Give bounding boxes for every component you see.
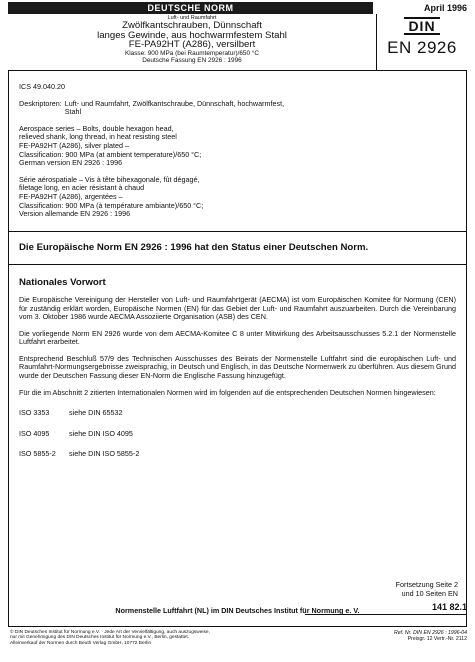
divider <box>9 231 466 232</box>
top-bar <box>8 2 467 14</box>
title-version: Deutsche Fassung EN 2926 : 1996 <box>142 56 242 64</box>
title-line-1: Zwölfkantschrauben, Dünnschaft <box>122 20 262 31</box>
french-title-line: Classification: 900 MPa (à température ambiante)/650 °C; <box>19 200 204 210</box>
descriptors-label: Deskriptoren: <box>19 98 62 108</box>
issue-date: April 1996 <box>423 3 467 13</box>
title-block <box>8 14 376 70</box>
title-classification: Klasse: 900 MPa (bei Raumtemperatur)/650 °C <box>125 49 259 57</box>
title-category: Luft- und Raumfahrt <box>167 15 217 21</box>
din-logo: DIN <box>404 17 439 35</box>
norm-type-banner: DEUTSCHE NORM <box>8 2 373 14</box>
foreword-paragraph: Entsprechend Beschluß 57/9 des Technischen Ausschusses des Beirats der Normenstelle Luftfahrt sind die europäischen Luft- und Raumfahrt-Normungsergebnisse zweisprachig, in Deutsch und Englisch, in das Deutsche Normenwerk zu überführen. Aus diesem Grund wurde der Deutschen Fassung dieser EN-Norm die Englische Fassung hinzugefügt. <box>19 353 456 381</box>
continuation-line: und 10 Seiten EN <box>401 588 458 598</box>
continuation-line: Fortsetzung Seite 2 <box>395 580 458 589</box>
price-underline <box>305 614 467 615</box>
foreword-paragraph: Für die im Abschnitt 2 zitierten Internationalen Normen wird im folgenden auf die entsprechenden Deutschen Normen hingewiesen: <box>19 387 436 397</box>
french-title-line: filetage long, en acier résistant à chaud <box>19 183 145 193</box>
english-title <box>19 125 456 168</box>
reference-list <box>19 409 456 459</box>
iso-number: ISO 4095 <box>19 428 50 438</box>
reference-number-block <box>317 627 467 660</box>
copyright-block <box>8 627 317 660</box>
price-group: Preisgr. 12 Vertr.-Nr. 2112 <box>407 636 467 642</box>
english-title-line: relieved shank, long thread, in heat resisting steel <box>19 132 177 142</box>
document-header <box>8 14 467 71</box>
standards-body-footer: Normenstelle Luftfahrt (NL) im DIN Deutsches Institut für Normung e. V. <box>115 606 360 615</box>
title-line-3: FE-PA92HT (A286), versilbert <box>128 39 256 50</box>
status-statement: Die Europäische Norm EN 2926 : 1996 hat den Status einer Deutschen Norm. <box>19 241 369 253</box>
divider <box>9 264 466 265</box>
english-title-line: Aerospace series – Bolts, double hexagon head, <box>19 123 174 133</box>
foreword-title: Nationales Vorwort <box>19 277 106 289</box>
price-code: 141 82.1 <box>431 602 467 612</box>
din-equivalent: siehe DIN ISO 5855-2 <box>69 449 140 459</box>
english-title-line: FE-PA92HT (A286), silver plated – <box>19 140 129 150</box>
copyright-line: © DIN Deutsches Institut für Normung e.V. · Jede Art der Vervielfältigung, auch auszugsweise, <box>10 630 210 635</box>
english-title-line: Classification: 900 MPa (at ambient temperature)/650 °C; <box>19 149 202 159</box>
din-equivalent: siehe DIN 65532 <box>69 408 123 418</box>
foreword-body <box>19 296 456 397</box>
iso-number: ISO 3353 <box>19 408 50 418</box>
french-title-line: FE-PA92HT (A286), argentées – <box>19 191 123 201</box>
descriptors-line: Luft- und Raumfahrt, Zwölfkantschraube, Dünnschaft, hochwarmfest, <box>64 98 285 108</box>
document-page <box>0 2 475 662</box>
french-title <box>19 176 456 219</box>
english-title-line: German version EN 2926 : 1996 <box>19 158 123 168</box>
descriptors-text <box>65 100 284 117</box>
continuation-note <box>396 581 458 598</box>
descriptors <box>19 100 456 117</box>
foreword-paragraph: Die Europäische Vereinigung der Hersteller von Luft- und Raumfahrtgerät (AECMA) ist vom Europäischen Komitee für Normung (CEN) für zuständig erklärt worden, Europäische Normen (EN) für das Gebiet der Luft- und Raumfahrt auszuarbeiten. Durch die Vereinbarung vom 3. Oktober 1986 wurde AECMA Assoziierte Organisation (ASB) des CEN. <box>19 294 456 322</box>
reference-item <box>19 430 456 439</box>
din-number: EN 2926 <box>387 38 457 57</box>
title-line-2: langes Gewinde, aus hochwarmfestem Stahl <box>97 29 287 41</box>
reference-item <box>19 409 456 418</box>
reference-item <box>19 450 456 459</box>
din-number-box <box>376 14 467 70</box>
content-frame <box>8 71 467 626</box>
copyright-line: Alleinverkauf der Normen durch Beuth Verlag GmbH, 10772 Berlin <box>10 640 152 646</box>
ics-code: ICS 49.040.20 <box>19 82 65 91</box>
french-title-line: Version allemande EN 2926 : 1996 <box>19 209 131 219</box>
descriptors-line: Stahl <box>64 107 82 117</box>
reference-number: Ref. Nr. DIN EN 2926 : 1996-04 <box>393 630 467 636</box>
foreword-paragraph: Die vorliegende Norm EN 2926 wurde von dem AECMA-Komitee C 8 unter Mitwirkung des Arbeitsausschusses 5.2.1 der Normenstelle Luftfahrt erarbeitet. <box>19 328 456 347</box>
french-title-line: Série aérospatiale – Vis à tête bihexagonale, fût dégagé, <box>19 174 200 184</box>
document-footer <box>8 626 467 660</box>
iso-number: ISO 5855-2 <box>19 449 56 459</box>
copyright-line: nur mit Genehmigung des DIN Deutsches Institut für Normung e.V., Berlin, gestattet. <box>10 635 189 641</box>
content-area <box>9 71 466 459</box>
din-equivalent: siehe DIN ISO 4095 <box>69 428 133 438</box>
